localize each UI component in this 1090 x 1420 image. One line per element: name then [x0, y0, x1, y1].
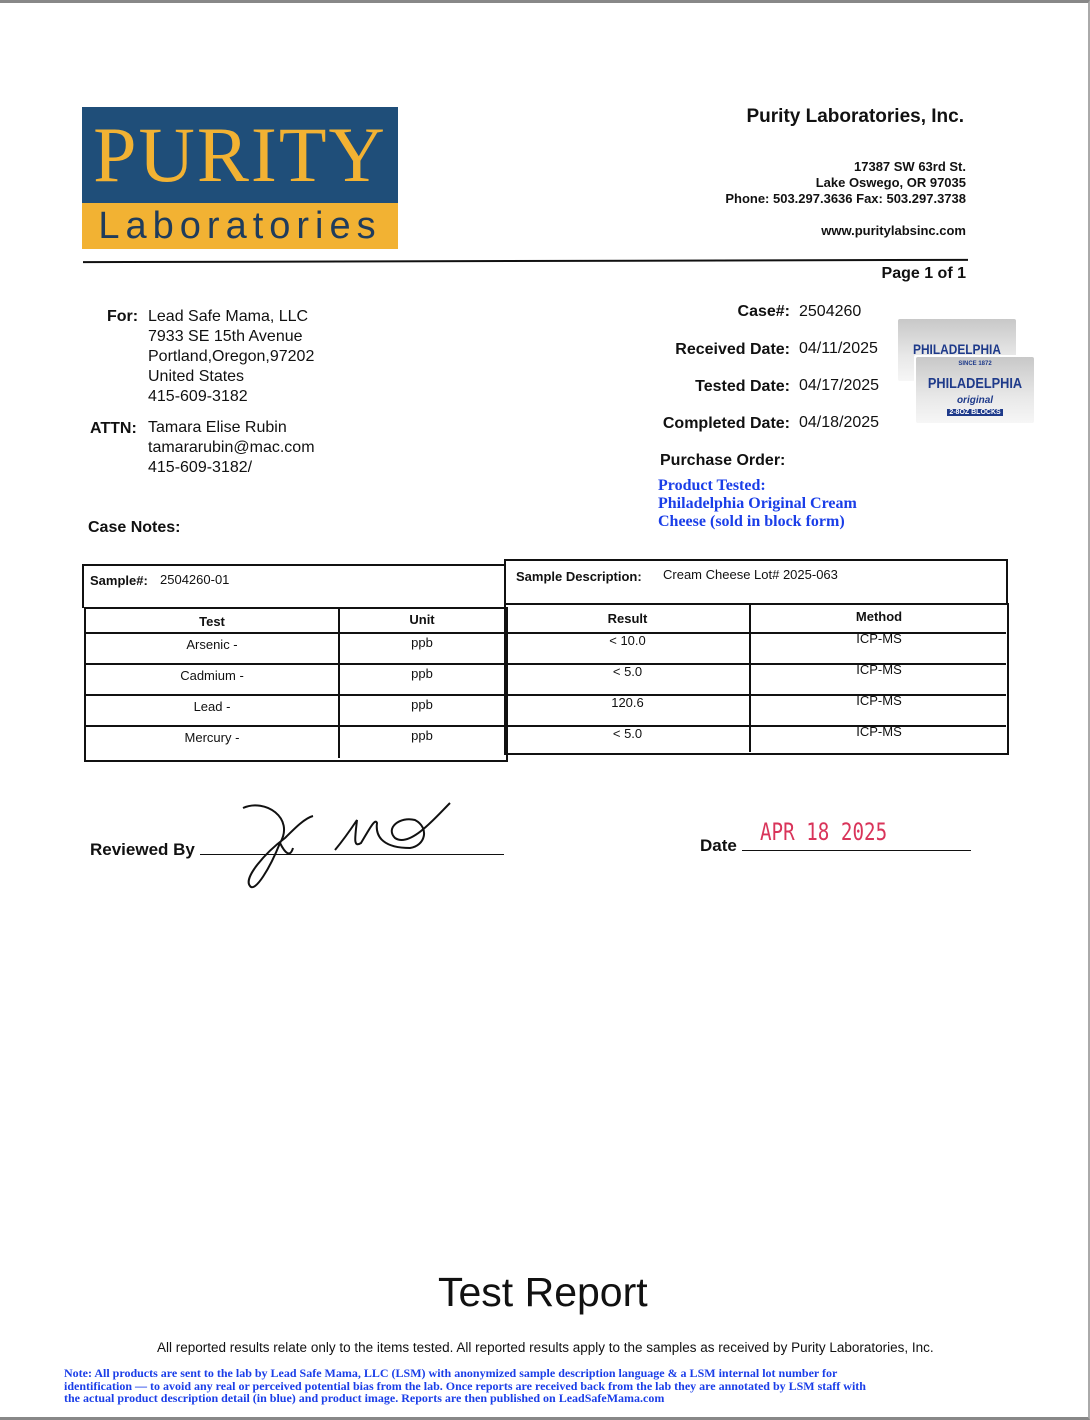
client-street: 7933 SE 15th Avenue — [148, 328, 303, 345]
attn-label: ATTN: — [90, 420, 137, 437]
attn-email: tamararubin@mac.com — [148, 439, 315, 456]
sample-number: 2504260-01 — [160, 572, 230, 587]
received-date: 04/11/2025 — [799, 340, 878, 357]
reviewed-by-label: Reviewed By — [90, 840, 195, 859]
result: 120.6 — [611, 695, 644, 710]
page-number: Page 1 of 1 — [881, 265, 966, 282]
sample-label: Sample#: — [90, 573, 148, 588]
note-line: identification — to avoid any real or perceived potential bias from the lab. Once reports are received back from the lab they are annotated by LSM staff with — [64, 1378, 866, 1393]
test-name: Mercury - — [184, 730, 240, 745]
result: < 10.0 — [609, 633, 646, 648]
date-label: Date — [700, 836, 737, 855]
report-title: Test Report — [438, 1269, 648, 1315]
column-header-result: Result — [607, 611, 648, 626]
sample-description: Cream Cheese Lot# 2025-063 — [663, 567, 838, 582]
test-name: Arsenic - — [186, 637, 238, 652]
note-line: Note: All products are sent to the lab by Lead Safe Mama, LLC (LSM) with anonymized sample description language & a LSM internal lot number for — [64, 1366, 838, 1380]
product-brand: PHILADELPHIA — [927, 375, 1023, 392]
result: < 5.0 — [612, 664, 643, 679]
product-tested-label: Product Tested: — [658, 477, 766, 494]
client-city: Portland,Oregon,97202 — [148, 348, 315, 365]
lab-address — [725, 159, 966, 207]
column-header-test: Test — [199, 614, 225, 629]
disclaimer: All reported results relate only to the items tested. All reported results apply to the samples as received by Purity Laboratories, Inc. — [157, 1340, 934, 1355]
client-phone: 415-609-3182 — [148, 388, 248, 405]
method: ICP-MS — [856, 631, 902, 646]
date-line — [742, 850, 971, 851]
test-name: Lead - — [193, 699, 231, 714]
for-label: For: — [107, 308, 139, 325]
unit: ppb — [411, 728, 433, 743]
product-image — [898, 319, 1034, 423]
tested-date: 04/17/2025 — [799, 377, 880, 394]
received-label: Received Date: — [675, 341, 790, 358]
client-name: Lead Safe Mama, LLC — [148, 308, 309, 325]
purchase-order-label: Purchase Order: — [660, 452, 786, 469]
column-header-method: Method — [855, 609, 903, 624]
header-divider — [83, 259, 968, 263]
product-brand-back: PHILADELPHIA — [913, 341, 1001, 357]
note-line: the actual product description detail (in blue) and product image. Reports are then published on LeadSafeMama.com — [64, 1391, 665, 1405]
product-name-line2: Cheese (sold in block form) — [658, 513, 845, 530]
reviewer-signature — [235, 798, 460, 893]
unit: ppb — [411, 697, 433, 712]
attn-contact — [148, 418, 315, 478]
case-label: Case#: — [737, 303, 790, 320]
lab-street: 17387 SW 63rd St. — [854, 159, 966, 174]
case-number: 2504260 — [799, 303, 862, 320]
logo-text: PURITY — [82, 107, 398, 203]
result: < 5.0 — [612, 726, 643, 741]
date-stamp: APR 18 2025 — [760, 818, 888, 846]
logo-subtext: Laboratories — [82, 203, 398, 249]
product-name-line1: Philadelphia Original Cream — [658, 495, 857, 512]
unit: ppb — [411, 635, 433, 650]
lab-name: Purity Laboratories, Inc. — [746, 106, 964, 127]
completed-label: Completed Date: — [662, 415, 790, 432]
tested-label: Tested Date: — [695, 378, 790, 395]
test-name: Cadmium - — [180, 668, 244, 683]
client-address — [148, 307, 314, 407]
method: ICP-MS — [856, 693, 902, 708]
product-since: SINCE 1872 — [958, 361, 992, 367]
completed-date: 04/18/2025 — [799, 414, 880, 431]
sample-description-label: Sample Description: — [516, 569, 642, 584]
case-notes-label: Case Notes: — [88, 519, 181, 536]
purity-logo — [82, 107, 398, 249]
lab-website: www.puritylabsinc.com — [821, 223, 966, 238]
attn-phone: 415-609-3182/ — [148, 459, 253, 476]
method: ICP-MS — [856, 662, 902, 677]
lsm-note — [64, 1367, 866, 1405]
product-variant: original — [956, 395, 994, 406]
product-annotation — [658, 477, 857, 531]
attn-name: Tamara Elise Rubin — [148, 419, 287, 436]
method: ICP-MS — [856, 724, 902, 739]
lab-city: Lake Oswego, OR 97035 — [815, 175, 966, 190]
unit: ppb — [411, 666, 433, 681]
lab-phone: Phone: 503.297.3636 Fax: 503.297.3738 — [725, 191, 966, 206]
product-pack: 2-8OZ BLOCKS — [949, 409, 1001, 416]
results-table — [0, 3, 1090, 4]
column-header-unit: Unit — [409, 612, 435, 627]
client-country: United States — [148, 368, 245, 385]
